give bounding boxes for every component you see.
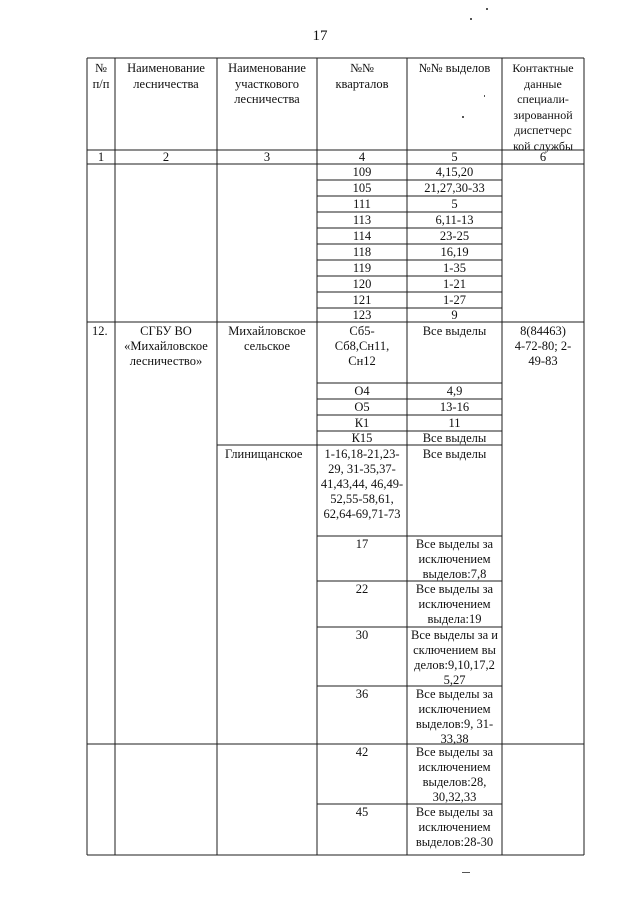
kvartal-cell: К15 xyxy=(351,431,373,445)
vydel-cell: 23-25 xyxy=(439,229,470,243)
page-number: 17 xyxy=(312,28,328,44)
scan-speck xyxy=(470,18,472,20)
kvartal-cell: 111 xyxy=(353,197,371,211)
vydel-cell: Все выделы за исключением выделов:9, 31-33,38 xyxy=(415,687,494,746)
header-district: Наименование участкового лесничества xyxy=(228,61,306,106)
district-name: Михайловское сельское xyxy=(228,324,306,353)
kvartal-cell: 17 xyxy=(355,537,369,551)
vydel-cell: 9 xyxy=(451,308,458,322)
kvartal-cell: 109 xyxy=(352,165,372,179)
vydel-cell: Все выделы за исключением выдела:19 xyxy=(415,582,494,626)
column-number: 6 xyxy=(539,150,547,164)
kvartal-cell: 113 xyxy=(352,213,372,227)
forestry-table xyxy=(87,58,584,855)
column-number: 3 xyxy=(263,150,271,164)
kvartal-cell: Сб5-Сб8,Сн11, Сн12 xyxy=(334,324,390,368)
entry-number: 12. xyxy=(92,324,108,338)
vydel-cell: 13-16 xyxy=(439,400,470,414)
kvartal-cell: О5 xyxy=(354,400,370,414)
header-contact: Контактные данные специали- зированной диспетчерс кой службы xyxy=(512,61,574,153)
header-vydel: №№ выделов xyxy=(418,61,491,75)
vydel-cell: Все выделы xyxy=(422,431,487,445)
kvartal-cell: 42 xyxy=(355,745,369,759)
kvartal-cell: 22 xyxy=(355,582,369,596)
vydel-cell: Все выделы за исключением выделов:9,10,17,25,27 xyxy=(411,628,498,687)
kvartal-cell: 30 xyxy=(355,628,369,642)
scan-speck xyxy=(462,116,464,118)
vydel-cell: Все выделы xyxy=(422,324,487,338)
kvartal-cell: К1 xyxy=(354,416,370,430)
column-number: 2 xyxy=(162,150,170,164)
scan-speck xyxy=(462,872,470,873)
vydel-cell: 1-21 xyxy=(443,277,466,291)
header-number: № п/п xyxy=(92,61,110,91)
forestry-name: СГБУ ВО «Михайловское лесничество» xyxy=(124,324,208,368)
vydel-cell: 4,9 xyxy=(446,384,463,398)
kvartal-cell: 114 xyxy=(352,229,372,243)
scan-speck xyxy=(484,95,485,97)
column-number: 5 xyxy=(451,150,458,164)
vydel-cell: Все выделы xyxy=(422,447,487,461)
kvartal-cell: 45 xyxy=(355,805,369,819)
vydel-cell: 5 xyxy=(451,197,458,211)
scan-speck xyxy=(486,8,488,10)
vydel-cell: 4,15,20 xyxy=(435,165,474,179)
vydel-cell: Все выделы за исключением выделов:7,8 xyxy=(415,537,494,581)
column-number: 1 xyxy=(97,150,105,164)
vydel-cell: Все выделы за исключением выделов:28-30 xyxy=(415,805,494,849)
vydel-cell: 1-35 xyxy=(443,261,466,275)
header-forestry: Наименование лесничества xyxy=(127,61,205,91)
district-name: Глинищанское xyxy=(225,447,303,461)
kvartal-cell: О4 xyxy=(354,384,370,398)
kvartal-cell: 119 xyxy=(352,261,372,275)
vydel-cell: 1-27 xyxy=(443,293,466,307)
header-kvartal: №№ кварталов xyxy=(335,61,389,91)
kvartal-cell: 123 xyxy=(352,308,372,322)
vydel-cell: 11 xyxy=(448,416,461,430)
column-number: 4 xyxy=(358,150,366,164)
contact-info: 8(84463) 4-72-80; 2-49-83 xyxy=(514,324,572,368)
kvartal-cell: 105 xyxy=(352,181,372,195)
kvartal-cell: 36 xyxy=(355,687,369,701)
vydel-cell: 16,19 xyxy=(440,245,469,259)
kvartal-cell: 121 xyxy=(352,293,372,307)
vydel-cell: 6,11-13 xyxy=(435,213,474,227)
kvartal-cell: 1-16,18-21,23-29, 31-35,37-41,43,44, 46,49-52,55-58,61, 62,64-69,71-73 xyxy=(320,447,404,521)
kvartal-cell: 118 xyxy=(352,245,372,259)
vydel-cell: Все выделы за исключением выделов:28, 30,32,33 xyxy=(415,745,494,804)
vydel-cell: 21,27,30-33 xyxy=(424,181,485,195)
kvartal-cell: 120 xyxy=(352,277,372,291)
